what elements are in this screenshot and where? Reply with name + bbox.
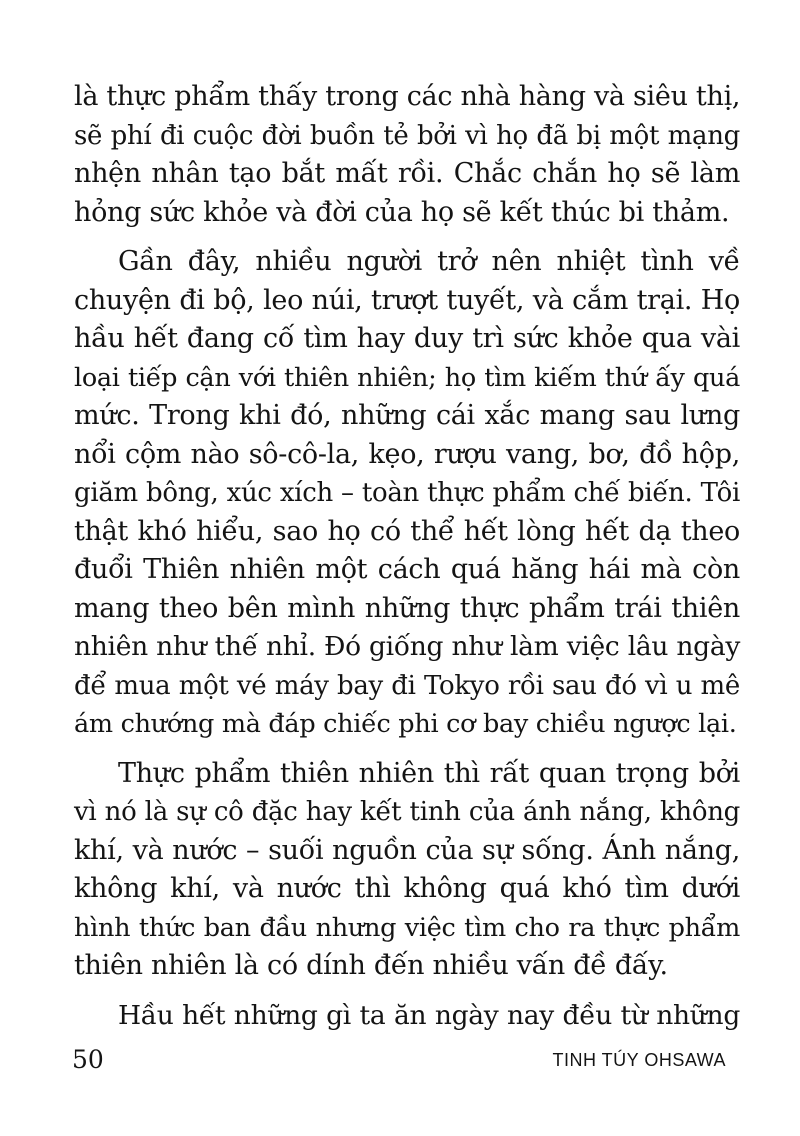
text-line: hình thức ban đầu nhưng việc tìm cho ra thực phẩm — [74, 912, 740, 943]
text-line: thiên nhiên là có dính đến nhiều vấn đề đấy. — [74, 950, 668, 981]
text-line: mang theo bên mình những thực phẩm trái thiên — [74, 592, 740, 624]
text-line: vì nó là sự cô đặc hay kết tinh của ánh nắng, không — [74, 797, 740, 827]
text-line: Thực phẩm thiên nhiên thì rất quan trọng bởi — [118, 757, 740, 789]
text-line: sẽ phí đi cuộc đời buồn tẻ bởi vì họ đã bị một mạng — [74, 120, 740, 151]
paragraph-3 — [74, 755, 740, 986]
body-text — [74, 78, 740, 1035]
page-number: 50 — [72, 1045, 104, 1074]
text-line: mức. Trong khi đó, những cái xắc mang sau lưng — [74, 400, 740, 431]
text-line: đuổi Thiên nhiên một cách quá hăng hái mà còn — [74, 554, 740, 585]
text-line: là thực phẩm thấy trong các nhà hàng và siêu thị, — [74, 81, 741, 112]
text-line: nhện nhân tạo bắt mất rồi. Chắc chắn họ sẽ làm — [74, 158, 740, 189]
text-line: ám chướng mà đáp chiếc phi cơ bay chiều ngược lại. — [74, 709, 737, 739]
text-line: không khí, và nước thì không quá khó tìm dưới — [74, 873, 740, 904]
text-line: thật khó hiểu, sao họ có thể hết lòng hết dạ theo — [74, 515, 740, 547]
text-line: giăm bông, xúc xích – toàn thực phẩm chế biến. Tôi — [74, 478, 740, 508]
text-line: hỏng sức khỏe và đời của họ sẽ kết thúc bi thảm. — [74, 196, 730, 228]
text-line: nổi cộm nào sô-cô-la, kẹo, rượu vang, bơ, đồ hộp, — [74, 438, 740, 470]
text-line: nhiên như thế nhỉ. Đó giống như làm việc lâu ngày — [74, 631, 740, 662]
paragraph-1 — [74, 78, 740, 232]
paragraph-2 — [74, 243, 740, 744]
text-line: khí, và nước – suối nguồn của sự sống. Ánh nắng, — [74, 834, 740, 866]
text-line: loại tiếp cận với thiên nhiên; họ tìm kiếm thứ ấy quá — [74, 362, 740, 393]
text-line: chuyện đi bộ, leo núi, trượt tuyết, và cắm trại. Họ — [74, 284, 740, 316]
paragraph-4 — [74, 997, 740, 1036]
text-line: để mua một vé máy bay đi Tokyo rồi sau đó vì u mê — [74, 670, 740, 701]
running-title: TINH TÚY OHSAWA — [552, 1050, 726, 1070]
text-line: Gần đây, nhiều người trở nên nhiệt tình về — [118, 246, 740, 277]
text-line: Hầu hết những gì ta ăn ngày nay đều từ những — [118, 999, 740, 1031]
text-line: hầu hết đang cố tìm hay duy trì sức khỏe qua vài — [74, 323, 740, 354]
